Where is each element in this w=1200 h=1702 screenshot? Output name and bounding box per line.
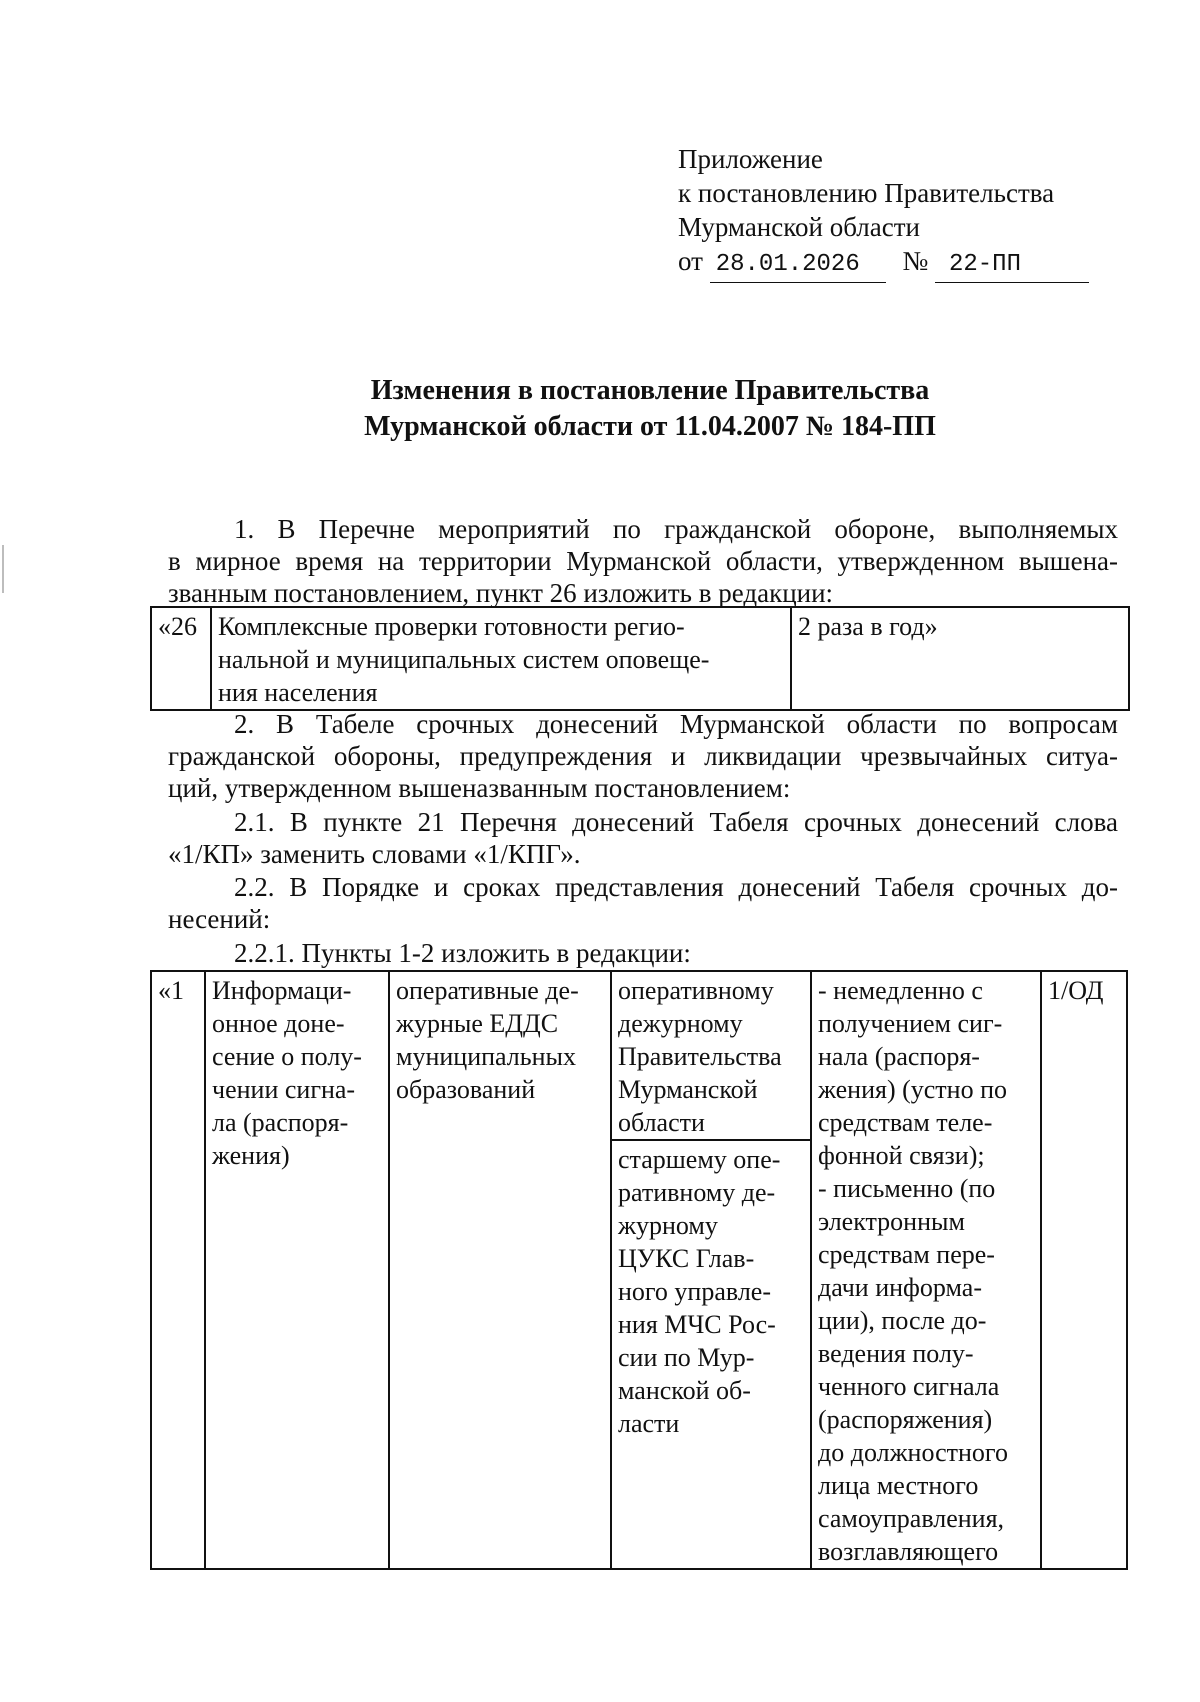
cell-terms: - немедленно с получением сиг- нала (распоря- жения) (устно по средствам теле- фонной связи); - письменно (по электронным средствам пере- дачи информа- ции), после до- ведения полу- ченного сигнала (распоряжения) до должностного лица местного самоуправления, возглавляющего: [811, 971, 1041, 1569]
paragraph-line: 2.2. В Порядке и сроках представления донесений Табеля срочных до-: [234, 872, 1118, 902]
cell-recipient-2: старшему опе- ративному де- журному ЦУКС Глав- ного управле- ния МЧС Рос- сии по Мур- манской об- ласти: [611, 1140, 811, 1569]
cell-description: Комплексные проверки готовности регио- нальной и муниципальных систем оповеще- ния населения: [211, 607, 791, 710]
document-date: 28.01.2026: [710, 248, 886, 283]
paragraph-2-2: [168, 871, 1118, 935]
date-prefix: от: [678, 246, 703, 276]
paragraph-line: 1. В Перечне мероприятий по гражданской обороне, выполняемых: [234, 514, 1118, 544]
cell-report-name: Информаци- онное доне- сение о полу- чении сигна- ла (распоря- жения): [205, 971, 389, 1569]
title-line-2: Мурманской области от 11.04.2007 № 184-ПП: [364, 411, 936, 442]
document-number: 22-ПП: [935, 248, 1089, 283]
cell-form-code: 1/ОД: [1041, 971, 1127, 1569]
cell-recipient-1: оперативному дежурному Правительства Мурманской области: [611, 971, 811, 1140]
paragraph-line: званным постановлением, пункт 26 изложить в редакции:: [168, 578, 834, 608]
table-items-1-2: [150, 970, 1128, 1570]
paragraph-line: несений:: [168, 904, 271, 934]
paragraph-line: 2.1. В пункте 21 Перечня донесений Табеля срочных донесений слова: [234, 807, 1118, 837]
appendix-line-1: Приложение: [678, 144, 823, 174]
scan-margin-mark: [2, 545, 4, 593]
paragraph-line: в мирное время на территории Мурманской области, утвержденном вышена-: [168, 546, 1118, 576]
document-title: [150, 373, 1150, 445]
cell-number: «26: [151, 607, 211, 710]
paragraph-line: «1/КП» заменить словами «1/КПГ».: [168, 839, 581, 869]
appendix-header: [678, 142, 1089, 283]
table-item-26: [150, 606, 1130, 711]
paragraph-2: [168, 708, 1118, 804]
paragraph-1: [168, 513, 1118, 609]
appendix-date-line: [678, 244, 1089, 283]
title-line-1: Изменения в постановление Правительства: [370, 375, 930, 406]
paragraph-line: ций, утвержденном вышеназванным постановлением:: [168, 773, 791, 803]
cell-number: «1: [151, 971, 205, 1569]
paragraph-2-2-1: [168, 937, 1118, 969]
paragraph-2-1: [168, 806, 1118, 870]
cell-sender: оперативные де- журные ЕДДС муниципальных образований: [389, 971, 611, 1569]
paragraph-line: гражданской обороны, предупреждения и ликвидации чрезвычайных ситуа-: [168, 741, 1118, 771]
cell-period: 2 раза в год»: [791, 607, 1129, 710]
paragraph-line: 2.2.1. Пункты 1-2 изложить в редакции:: [234, 938, 691, 968]
table-row: [151, 971, 1127, 1140]
appendix-line-2: к постановлению Правительства: [678, 178, 1055, 208]
table-row: [151, 607, 1129, 710]
appendix-line-3: Мурманской области: [678, 212, 920, 242]
paragraph-line: 2. В Табеле срочных донесений Мурманской области по вопросам: [234, 709, 1118, 739]
number-prefix: №: [902, 246, 929, 276]
